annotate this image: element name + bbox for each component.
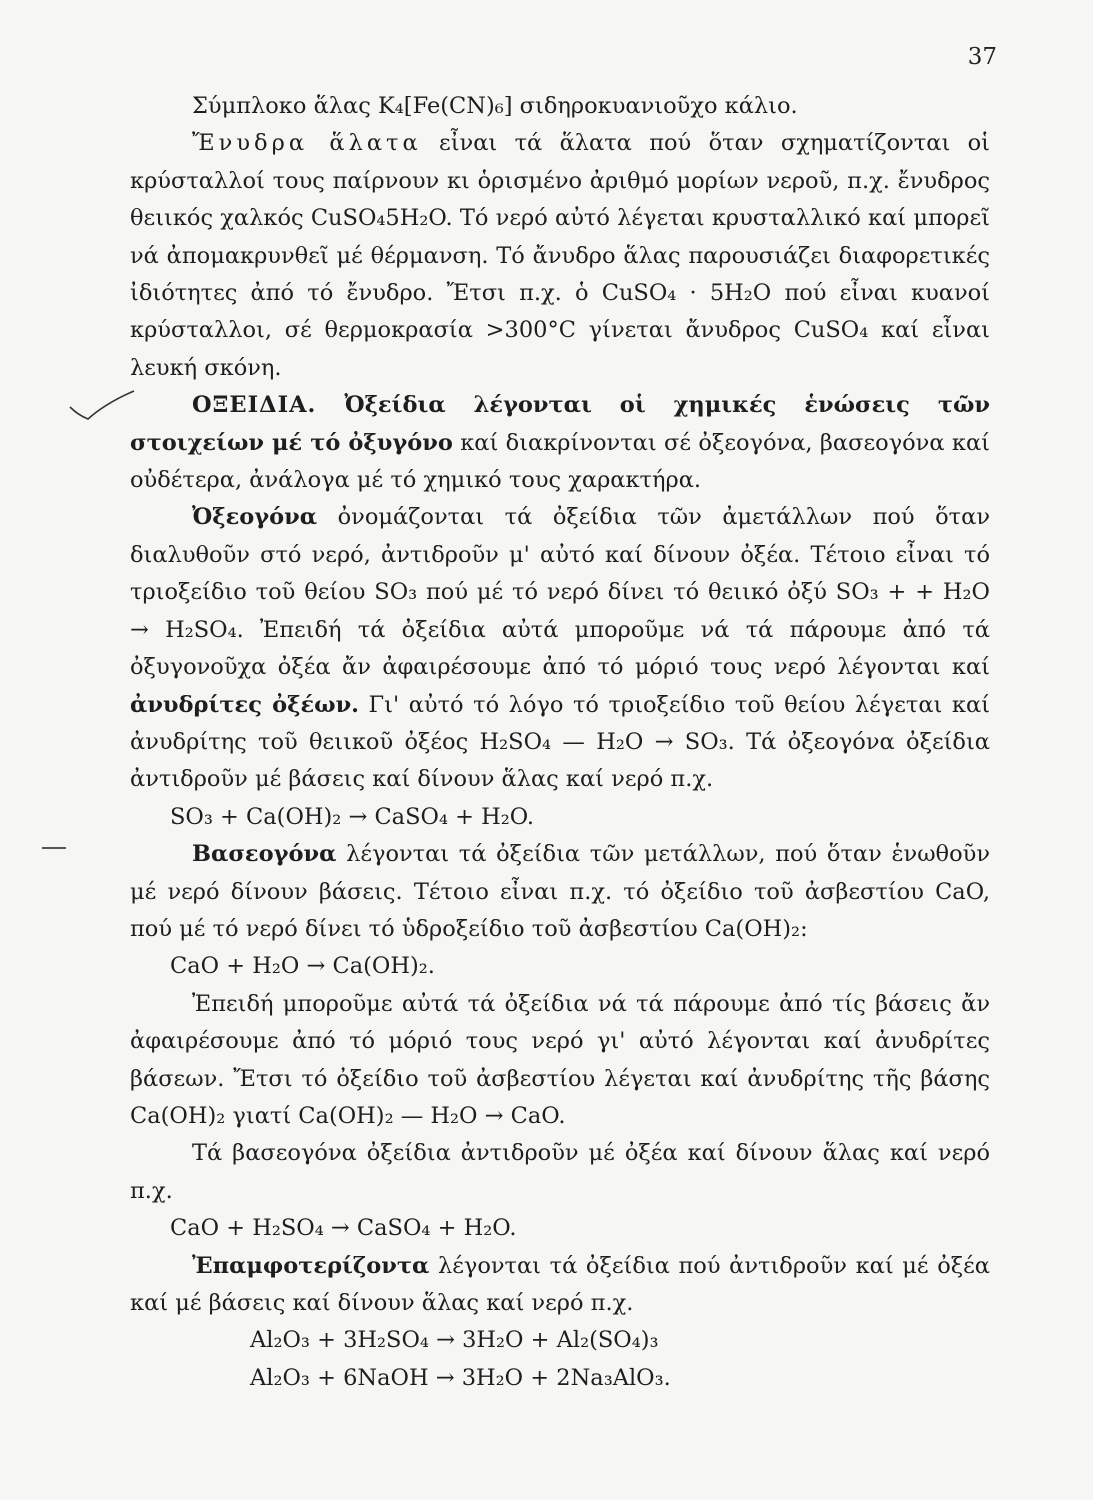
acidic-oxides-text-a: ὀνομάζονται τά ὀξείδια τῶν ἀμετάλλων πού ὅταν διαλυθοῦν στό νερό, ἀντιδροῦν μ' αὐτό καί δίνουν ὀξέα. Τέτοιο εἶναι τό τριοξείδιο τοῦ θείου SO₃ πού μέ τό νερό δίνει τό θειικό ὀξύ SO₃ + + H₂O → H₂SO₄. Ἐπειδή τά ὀξείδια αὐτά μποροῦμε νά τά πάρουμε ἀπό τά ὀξυγονοῦχα ὀξέα ἄν ἀφαιρέσουμε ἀπό τό μόριό τους νερό λέγονται καί [130, 504, 990, 681]
basic-oxides-reaction-paragraph: Τά βασεογόνα ὀξείδια ἀντιδροῦν μέ ὀξέα καί δίνουν ἅλας καί νερό π.χ. [130, 1140, 990, 1204]
amphoteric-oxides-text: λέγονται τά ὀξείδια πού ἀντιδροῦν καί μέ ὀξέα καί μέ βάσεις καί δίνουν ἅλας καί νερό π.χ. [130, 1252, 990, 1316]
complex-salt-line: Σύμπλοκο ἅλας K₄[Fe(CN)₆] σιδηροκυανιοῦχο κάλιο. [192, 93, 798, 119]
page-number: 37 [967, 44, 997, 70]
equation-2: CaO + H₂O → Ca(OH)₂. [170, 953, 435, 980]
amphoteric-oxides-paragraph [130, 1248, 990, 1323]
equation-4: Al₂O₃ + 3H₂SO₄ → 3H₂O + Al₂(SO₄)₃ [250, 1327, 659, 1354]
hydrated-salts-text: εἶναι τά ἅλατα πού ὅταν σχηματίζονται οἱ κρύσταλλοί τους παίρνουν κι ὁρισμένο ἀριθμό μορίων νεροῦ, π.χ. ἔνυδρος θειικός χαλκός CuSO₄5H₂O. Τό νερό αὐτό λέγεται κρυσταλλικό καί μπορεῖ νά ἀπομακρυνθεῖ μέ θέρμανση. Τό ἄνυδρο ἅλας παρουσιάζει διαφορετικές ἰδιότητες ἀπό τό ἔνυδρο. Ἔτσι π.χ. ὁ CuSO₄ · 5H₂O πού εἶναι κυανοί κρύσταλλοι, σέ θερμοκρασία >300°C γίνεται ἄνυδρος CuSO₄ καί εἶναι λευκή σκόνη. [130, 130, 991, 381]
amphoteric-oxides-term: Ἐπαμφοτερίζοντα [192, 1252, 430, 1279]
hydrated-salts-paragraph [130, 125, 990, 387]
oxides-section-paragraph [130, 387, 990, 499]
oxides-definition: Ὀξείδια λέγονται οἱ χημικές ἑνώσεις τῶν στοιχείων μέ τό ὀξυγόνο [130, 392, 990, 456]
basic-oxides-paragraph [130, 836, 990, 948]
margin-dash-mark [40, 845, 68, 851]
acidic-oxides-paragraph [130, 499, 990, 798]
page-body [130, 88, 990, 1397]
equation-1: SO₃ + Ca(OH)₂ → CaSO₄ + H₂O. [170, 803, 535, 830]
acid-anhydrides-term: ἀνυδρίτες ὀξέων. [130, 691, 360, 718]
basic-anhydrides-paragraph: Ἐπειδή μποροῦμε αὐτά τά ὀξείδια νά τά πάρουμε ἀπό τίς βάσεις ἄν ἀφαιρέσουμε ἀπό τό μόριό τους νερό γι' αὐτό λέγονται καί ἀνυδρίτες βάσεων. Ἔτσι τό ὀξείδιο τοῦ ἀσβεστίου λέγεται καί ἀνυδρίτης τῆς βάσης Ca(OH)₂ γιατί Ca(OH)₂ — H₂O → CaO. [130, 990, 990, 1129]
basic-oxides-text: λέγονται τά ὀξείδια τῶν μετάλλων, πού ὅταν ἑνωθοῦν μέ νερό δίνουν βάσεις. Τέτοιο εἶναι π.χ. τό ὀξείδιο τοῦ ἀσβεστίου CaO, πού μέ τό νερό δίνει τό ὑδροξείδιο τοῦ ἀσβεστίου Ca(OH)₂: [130, 841, 990, 942]
equation-3: CaO + H₂SO₄ → CaSO₄ + H₂O. [170, 1215, 517, 1242]
handwritten-check-mark [66, 385, 136, 425]
oxides-text: καί διακρίνονται σέ ὀξεογόνα, βασεογόνα καί οὐδέτερα, ἀνάλογα μέ τό χημικό τους χαρακτήρα. [130, 429, 990, 494]
acidic-oxides-term: Ὀξεογόνα [192, 504, 318, 531]
basic-oxides-term: Βασεογόνα [192, 841, 337, 868]
hydrated-salts-term: Ἔνυδρα ἅλατα [192, 130, 422, 157]
acidic-oxides-text-b: Γι' αὐτό τό λόγο τό τριοξείδιο τοῦ θείου λέγεται καί ἀνυδρίτης τοῦ θειικοῦ ὀξέος H₂SO₄ — H₂O → SO₃. Τά ὀξεογόνα ὀξείδια ἀντιδροῦν μέ βάσεις καί δίνουν ἅλας καί νερό π.χ. [130, 691, 990, 793]
oxides-section-heading: ΟΞΕΙΔΙΑ. [192, 392, 317, 419]
equation-5: Al₂O₃ + 6NaOH → 3H₂O + 2Na₃AlO₃. [250, 1364, 671, 1391]
